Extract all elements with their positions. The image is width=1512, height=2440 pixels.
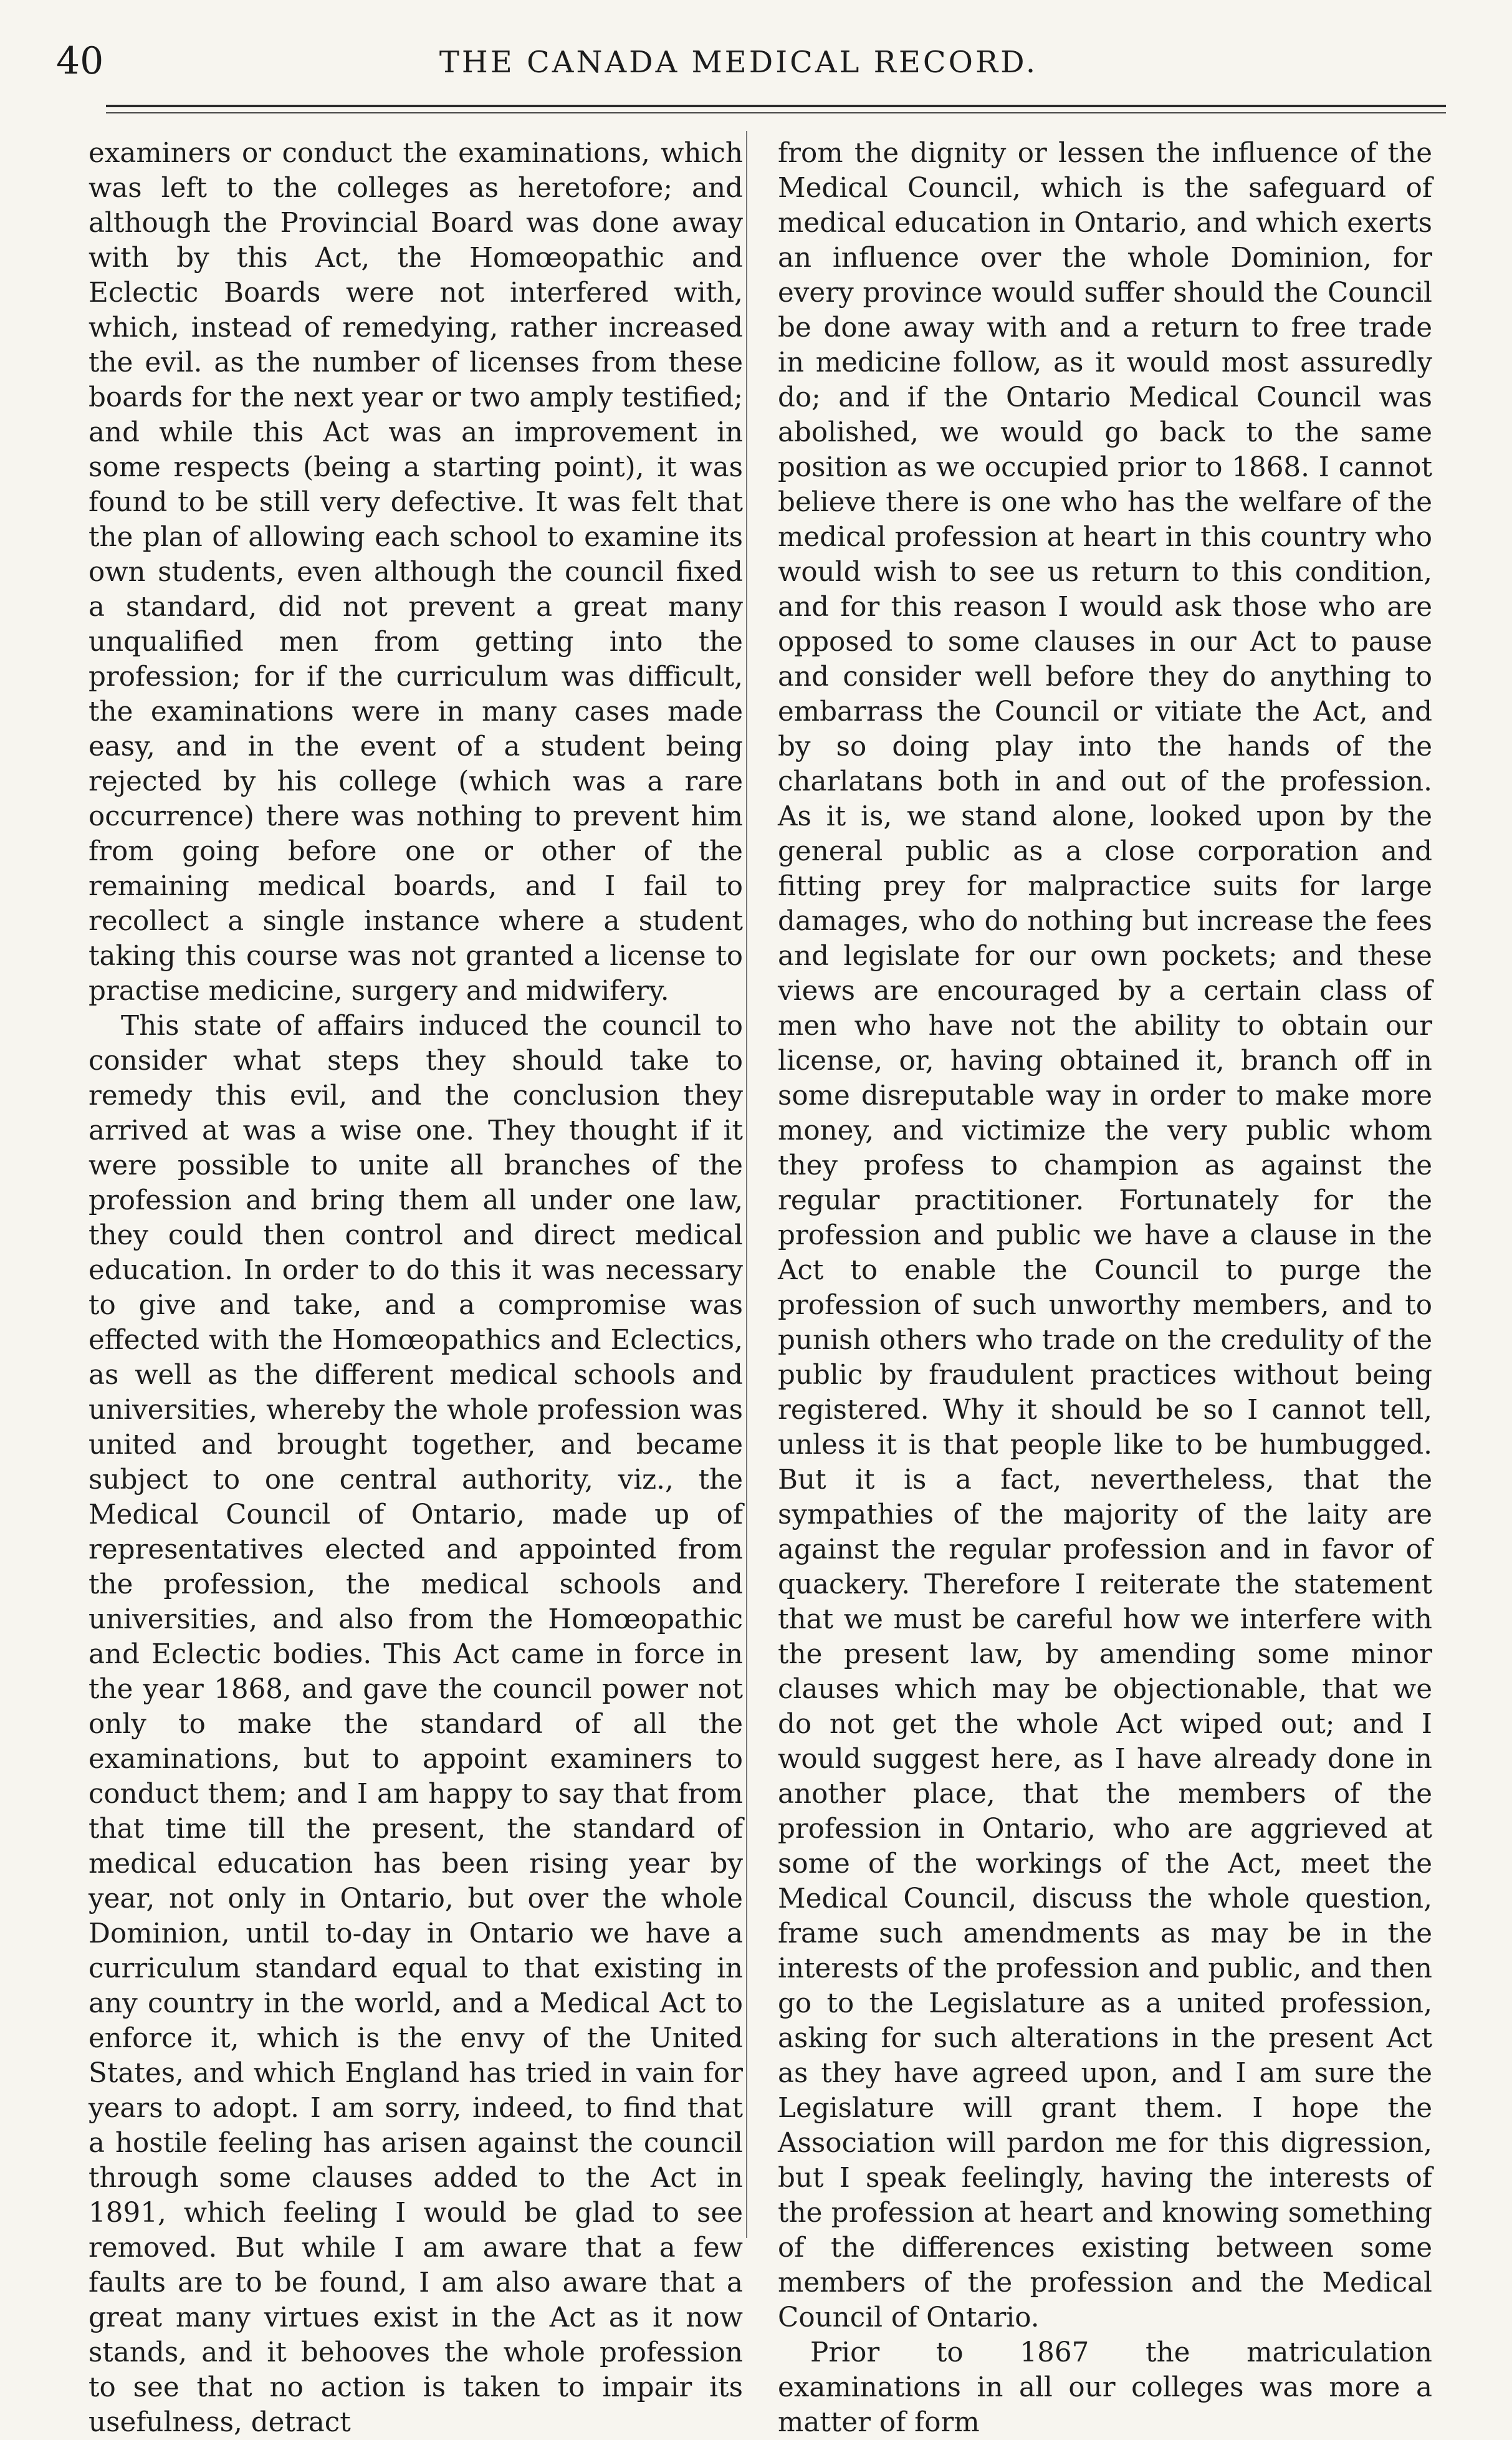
right-column <box>778 136 1432 2440</box>
left-paragraph-2: This state of affairs induced the council to consider what steps they should take to remedy this evil, and the conclusion they arrived at was a wise one. They thought if it were possible to unite all branches of the profession and bring them all under one law, they could then control and direct medical education. In order to do this it was necessary to give and take, and a compromise was effected with the Homœopathics and Eclectics, as well as the different medical schools and universities, whereby the whole profession was united and brought together, and became subject to one central authority, viz., the Medical Council of Ontario, made up of representatives elected and appointed from the profession, the medical schools and universities, and also from the Homœopathic and Eclectic bodies. This Act came in force in the year 1868, and gave the council power not only to make the standard of all the examinations, but to appoint examiners to conduct them; and I am happy to say that from that time till the present, the standard of medical education has been rising year by year, not only in Ontario, but over the whole Dominion, until to-day in Ontario we have a curriculum standard equal to that existing in any country in the world, and a Medical Act to enforce it, which is the envy of the United States, and which England has tried in vain for years to adopt. I am sorry, indeed, to find that a hostile feeling has arisen against the council through some clauses added to the Act in 1891, which feeling I would be glad to see removed. But while I am aware that a few faults are to be found, I am also aware that a great many virtues exist in the Act as it now stands, and it behooves the whole profession to see that no action is taken to impair its usefulness, detract <box>89 1011 743 2438</box>
right-paragraph-1: from the dignity or lessen the influence of the Medical Council, which is the safeguard of medical education in Ontario, and which exerts an influence over the whole Dominion, for every province would suffer should the Council be done away with and a return to free trade in medicine follow, as it would most assuredly do; and if the Ontario Medical Council was abolished, we would go back to the same position as we occupied prior to 1868. I cannot believe there is one who has the welfare of the medical profession at heart in this country who would wish to see us return to this condition, and for this reason I would ask those who are opposed to some clauses in our Act to pause and consider well before they do anything to embarrass the Council or vitiate the Act, and by so doing play into the hands of the charlatans both in and out of the profession. As it is, we stand alone, looked upon by the general public as a close corporation and fitting prey for malpractice suits for large damages, who do nothing but increase the fees and legislate for our own pockets; and these views are encouraged by a certain class of men who have not the ability to obtain our license, or, having obtained it, branch off in some disreputable way in order to make more money, and victimize the very public whom they profess to champion as against the regular practitioner. Fortunately for the profession and public we have a clause in the Act to enable the Council to purge the profession of such unworthy members, and to punish others who trade on the credulity of the public by fraudulent practices without being registered. Why it should be so I cannot tell, unless it is that people like to be humbugged. But it is a fact, nevertheless, that the sympathies of the majority of the laity are against the regular profession and in favor of quackery. Therefore I reiterate the statement that we must be careful how we interfere with the present law, by amending some minor clauses which may be objectionable, that we do not get the whole Act wiped out; and I would suggest here, as I have already done in another place, that the members of the profession in Ontario, who are aggrieved at some of the workings of the Act, meet the Medical Council, discuss the whole question, frame such amendments as may be in the interests of the profession and public, and then go to the Legislature as a united profession, asking for such alterations in the present Act as they have agreed upon, and I am sure the Legislature will grant them. I hope the Association will pardon me for this digression, but I speak feelingly, having the interests of the profession at heart and knowing something of the differences existing between some members of the profession and the Medical Council of Ontario. <box>778 138 1432 2333</box>
header-rule <box>106 105 1446 107</box>
page-number: 40 <box>56 39 104 83</box>
header-rule-thin <box>106 112 1446 113</box>
page-header <box>37 17 1440 86</box>
left-column <box>89 136 743 2440</box>
left-paragraph-1: examiners or conduct the examinations, which was left to the colleges as heretofore; and although the Provincial Board was done away with by this Act, the Homœopathic and Eclectic Boards were not interfered with, which, instead of remedying, rather increased the evil. as the number of licenses from these boards for the next year or two amply testified; and while this Act was an improvement in some respects (being a starting point), it was found to be still very defective. It was felt that the plan of allowing each school to examine its own students, even although the council fixed a standard, did not prevent a great many unqualified men from getting into the profession; for if the curriculum was difficult, the examinations were in many cases made easy, and in the event of a student being rejected by his college (which was a rare occurrence) there was nothing to prevent him from going before one or other of the remaining medical boards, and I fail to recollect a single instance where a student taking this course was not granted a license to practise medicine, surgery and midwifery. <box>89 138 743 1007</box>
column-divider <box>746 131 747 2238</box>
right-paragraph-2: Prior to 1867 the matriculation examinations in all our colleges was more a matter of form <box>778 2337 1432 2438</box>
journal-title: THE CANADA MEDICAL RECORD. <box>439 45 1038 80</box>
